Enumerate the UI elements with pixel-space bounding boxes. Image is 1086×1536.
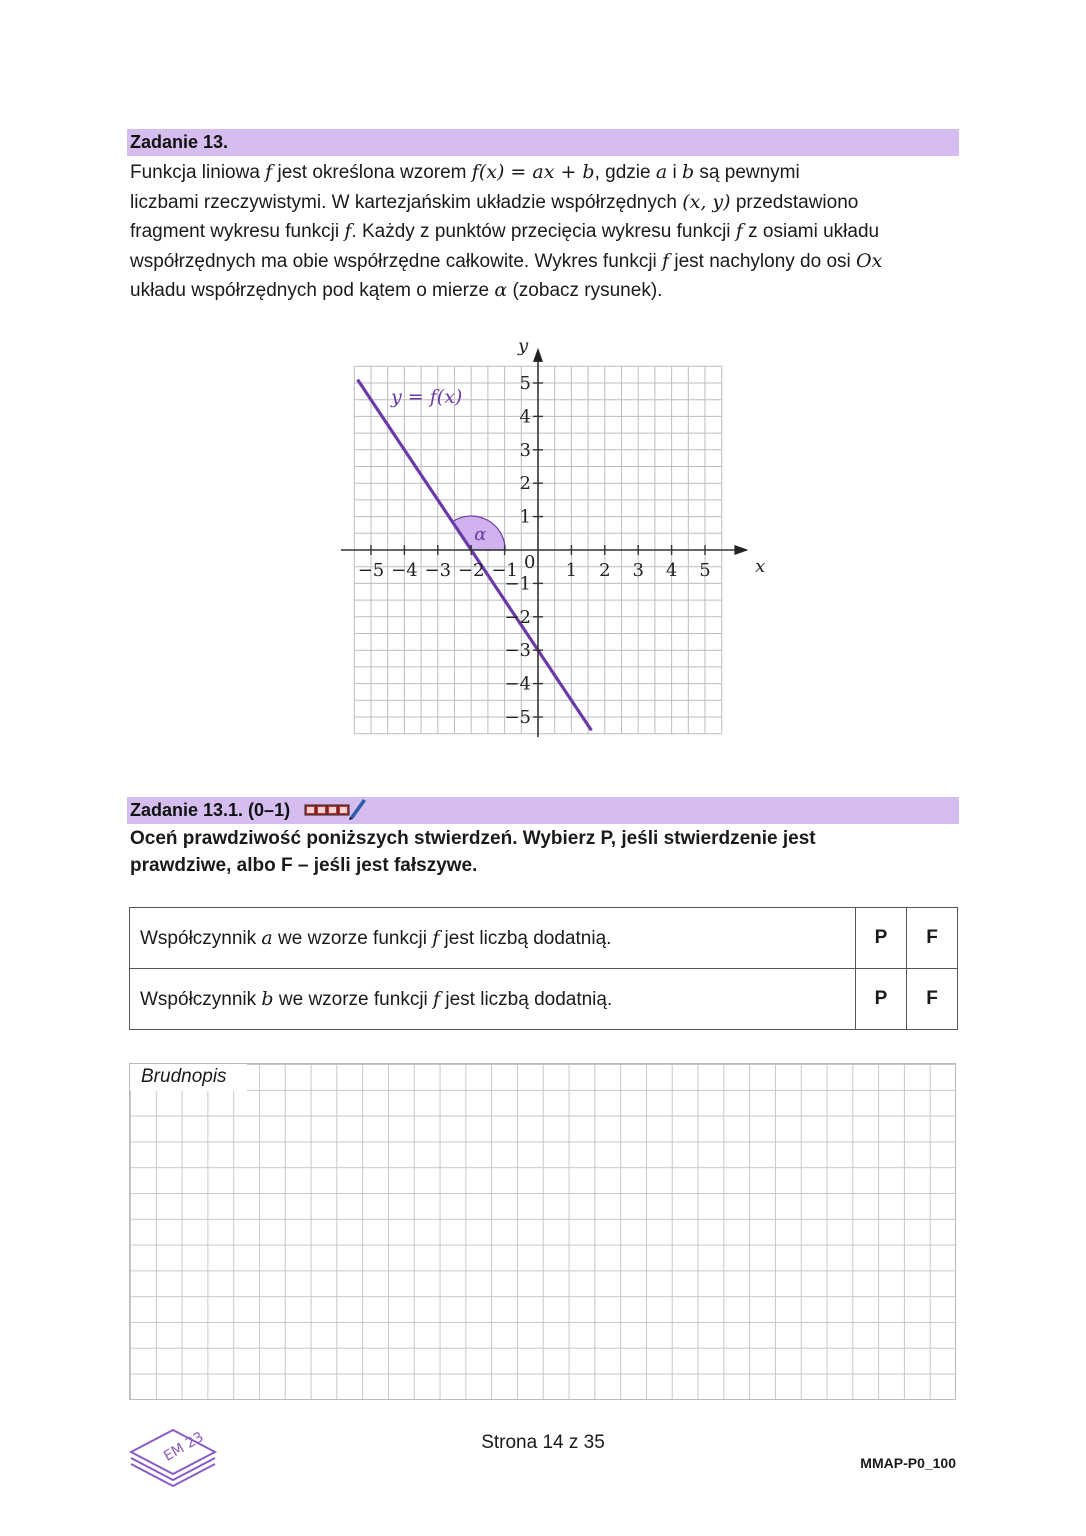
intro-text: współrzędnych ma obie współrzędne całkowite. Wykres funkcji	[130, 250, 663, 272]
math-formula: f(x) = ax + b	[471, 161, 595, 183]
math-symbol: f	[433, 987, 441, 1010]
x-tick-label: −1	[491, 560, 518, 581]
option-p[interactable]: P	[856, 908, 907, 969]
math-symbol: f	[432, 926, 440, 949]
y-tick-label: 2	[519, 473, 531, 495]
function-label: y = f(x)	[391, 386, 463, 409]
x-tick-label: 2	[599, 560, 611, 581]
x-tick-label: −2	[457, 560, 485, 581]
math-symbol: f	[735, 220, 743, 243]
x-axis-label: x	[755, 556, 766, 577]
intro-text: są pewnymi	[694, 162, 800, 183]
statement-cell	[130, 969, 856, 1030]
y-tick-label: −3	[504, 640, 531, 662]
angle-alpha-label: α	[474, 524, 487, 545]
document-code: MMAP-P0_100	[860, 1455, 956, 1471]
instruction-line: prawdziwe, albo F – jeśli jest fałszywe.	[130, 855, 478, 876]
statement-text: we wzorze funkcji	[273, 988, 434, 1010]
x-tick-label: 5	[699, 560, 711, 581]
y-tick-label: −5	[504, 707, 531, 728]
function-line	[358, 380, 592, 731]
page-number: Strona 14 z 35	[481, 1432, 605, 1453]
x-tick-label: −5	[357, 560, 385, 581]
x-tick-label: 3	[632, 560, 644, 581]
intro-line	[130, 217, 960, 247]
intro-text: fragment wykresu funkcji	[130, 221, 345, 243]
option-f[interactable]: F	[907, 908, 958, 969]
draft-grid[interactable]	[129, 1063, 956, 1400]
option-p[interactable]: P	[856, 969, 907, 1030]
table-row	[130, 908, 958, 969]
x-axis-arrow	[734, 545, 748, 555]
statement-text: Współczynnik	[140, 927, 262, 949]
intro-text: Funkcja liniowa	[130, 162, 266, 183]
y-axis-arrow	[533, 348, 543, 362]
intro-text: liczbami rzeczywistymi. W kartezjańskim układzie współrzędnych	[130, 191, 683, 213]
statement-cell	[130, 908, 856, 969]
math-symbol: a	[261, 926, 273, 949]
x-tick-label: 4	[665, 560, 678, 581]
y-tick-label: −2	[504, 606, 531, 628]
table-row	[130, 969, 958, 1030]
intro-text: przedstawiono	[730, 191, 859, 213]
answer-boxes-pencil-icon	[303, 797, 373, 821]
intro-line	[130, 247, 960, 277]
math-symbol: Ox	[856, 249, 883, 272]
math-symbol: (x, y)	[682, 190, 731, 213]
math-symbol: α	[494, 279, 508, 302]
logo-text: EM 23	[161, 1429, 207, 1465]
intro-text: jest nachylony do osi	[669, 250, 857, 272]
instruction-line: Oceń prawdziwość poniższych stwierdzeń. Wybierz P, jeśli stwierdzenie jest	[130, 828, 816, 849]
math-symbol: b	[681, 161, 695, 183]
math-symbol: a	[655, 161, 668, 183]
math-symbol: f	[344, 220, 352, 243]
statement-text: we wzorze funkcji	[272, 927, 433, 949]
intro-text: jest określona wzorem	[272, 162, 472, 183]
x-tick-label: −4	[391, 560, 418, 581]
statement-text: jest liczbą dodatnią.	[439, 927, 612, 949]
true-false-table	[129, 907, 958, 1030]
y-tick-label: 5	[519, 373, 531, 394]
draft-label: Brudnopis	[130, 1064, 247, 1091]
function-graph	[330, 328, 766, 748]
statement-text: jest liczbą dodatnią.	[440, 988, 613, 1010]
intro-text: . Każdy z punktów przecięcia wykresu funkcji	[351, 221, 736, 243]
y-axis-label: y	[518, 335, 529, 357]
y-tick-label: −4	[504, 673, 531, 695]
option-f[interactable]: F	[907, 969, 958, 1030]
y-tick-label: 1	[519, 506, 531, 528]
intro-text: z osiami układu	[742, 221, 880, 243]
origin-label: 0	[524, 552, 536, 573]
task-intro	[130, 158, 960, 306]
task-title: Zadanie 13.	[127, 129, 959, 156]
intro-text: i	[667, 162, 682, 183]
y-tick-label: −1	[504, 573, 531, 595]
intro-text: układu współrzędnych pod kątem o mierze	[130, 280, 495, 302]
y-tick-label: 4	[519, 406, 531, 428]
intro-line	[130, 188, 960, 218]
x-tick-label: 1	[565, 560, 578, 581]
intro-line	[130, 276, 960, 306]
subtask-title-bar	[127, 797, 959, 824]
y-tick-label: 3	[519, 439, 531, 461]
math-symbol: f	[265, 161, 273, 183]
x-tick-label: −3	[424, 560, 452, 581]
subtask-title: Zadanie 13.1. (0–1)	[130, 800, 291, 820]
math-symbol: b	[261, 987, 274, 1010]
intro-line	[130, 158, 960, 188]
intro-text: , gdzie	[594, 162, 656, 183]
statement-text: Współczynnik	[140, 988, 262, 1010]
subtask-instruction	[130, 825, 960, 879]
intro-text: (zobacz rysunek).	[507, 280, 663, 302]
math-symbol: f	[662, 249, 670, 272]
